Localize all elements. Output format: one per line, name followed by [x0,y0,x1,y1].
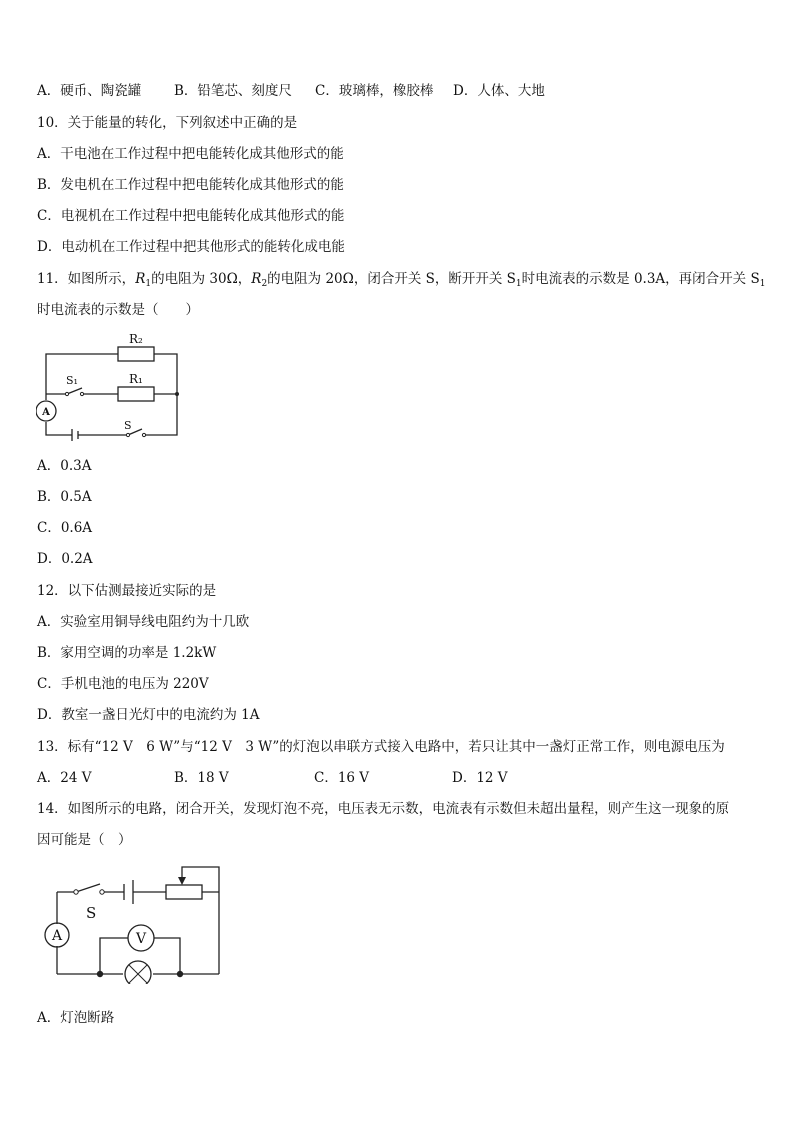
q11-stem-line1 [37,270,765,293]
q13-option-d: D．12 V [452,770,508,786]
q11-circuit-diagram [36,330,186,442]
q11-label-s1: S₁ [66,374,78,387]
q11-label-r1: R₁ [129,372,143,386]
q10-stem: 10．关于能量的转化，下列叙述中正确的是 [37,115,298,131]
q11-r1: R [135,271,146,287]
q9-option-a: A．硬币、陶瓷罐 [37,83,142,99]
q12-option-a: A．实验室用铜导线电阻约为十几欧 [37,614,250,630]
q11-r2-sub: 2 [261,279,268,289]
q11-stem-a: 11．如图所示， [37,271,136,287]
q14-ammeter-label: A [51,928,63,944]
q11-option-b: B．0.5A [37,489,92,505]
q14-lamp [125,961,151,984]
q14-voltmeter-label: V [135,931,147,947]
q11-stem-line2: 时电流表的示数是（ ） [37,302,199,318]
q13-option-a: A．24 V [37,770,92,786]
q14-label-s: S [86,904,97,922]
q9-option-d: D．人体、大地 [453,83,545,99]
q11-stem-c: 的电阻为 20Ω，闭合开关 S，断开开关 S [267,271,516,287]
q11-r2: R [251,271,262,287]
q13-option-c: C．16 V [314,770,370,786]
q9-option-c: C．玻璃棒，橡胶棒 [315,83,434,99]
q14-stem-line2: 因可能是（ ） [37,832,132,848]
q12-option-d: D．教室一盏日光灯中的电流约为 1A [37,707,260,723]
q11-r1-sub: 1 [145,279,152,289]
q10-option-c: C．电视机在工作过程中把电能转化成其他形式的能 [37,208,345,224]
q10-option-b: B．发电机在工作过程中把电能转化成其他形式的能 [37,177,344,193]
q13-option-b: B．18 V [174,770,229,786]
q11-ammeter-label: A [42,407,50,418]
q11-stem-d: 时电流表的示数是 0.3A，再闭合开关 S [521,271,760,287]
q11-option-d: D．0.2A [37,551,93,567]
q12-option-b: B．家用空调的功率是 1.2kW [37,645,217,661]
q10-option-a: A．干电池在工作过程中把电能转化成其他形式的能 [37,146,344,162]
q11-stem-b: 的电阻为 30Ω， [151,271,252,287]
q12-option-c: C．手机电池的电压为 220V [37,676,209,692]
q11-option-a: A．0.3A [37,458,92,474]
q10-option-d: D．电动机在工作过程中把其他形式的能转化成电能 [37,239,345,255]
q11-label-s: S [124,419,132,432]
q9-option-b: B．铅笔芯、刻度尺 [174,83,292,99]
q14-option-a: A．灯泡断路 [37,1010,115,1026]
q9-options [37,82,545,100]
q14-stem-line1: 14．如图所示的电路，闭合开关，发现灯泡不亮，电压表无示数，电流表有示数但未超出量程，则产生这一现象的原 [37,801,730,817]
q11-r1-resistor [118,387,154,401]
q14-circuit-diagram [38,862,224,984]
q11-s1-sub: 1 [515,279,522,289]
q11-s1-sub2: 1 [759,279,766,289]
q14-rheostat [166,885,202,899]
q11-option-c: C．0.6A [37,520,93,536]
q12-stem: 12．以下估测最接近实际的是 [37,583,217,599]
q13-stem: 13．标有“12 V 6 W”与“12 V 3 W”的灯泡以串联方式接入电路中，若只让其中一盏灯正常工作，则电源电压为 [37,739,725,755]
q13-options [37,769,508,787]
q11-r2-resistor [118,347,154,361]
q11-label-r2: R₂ [129,332,143,346]
